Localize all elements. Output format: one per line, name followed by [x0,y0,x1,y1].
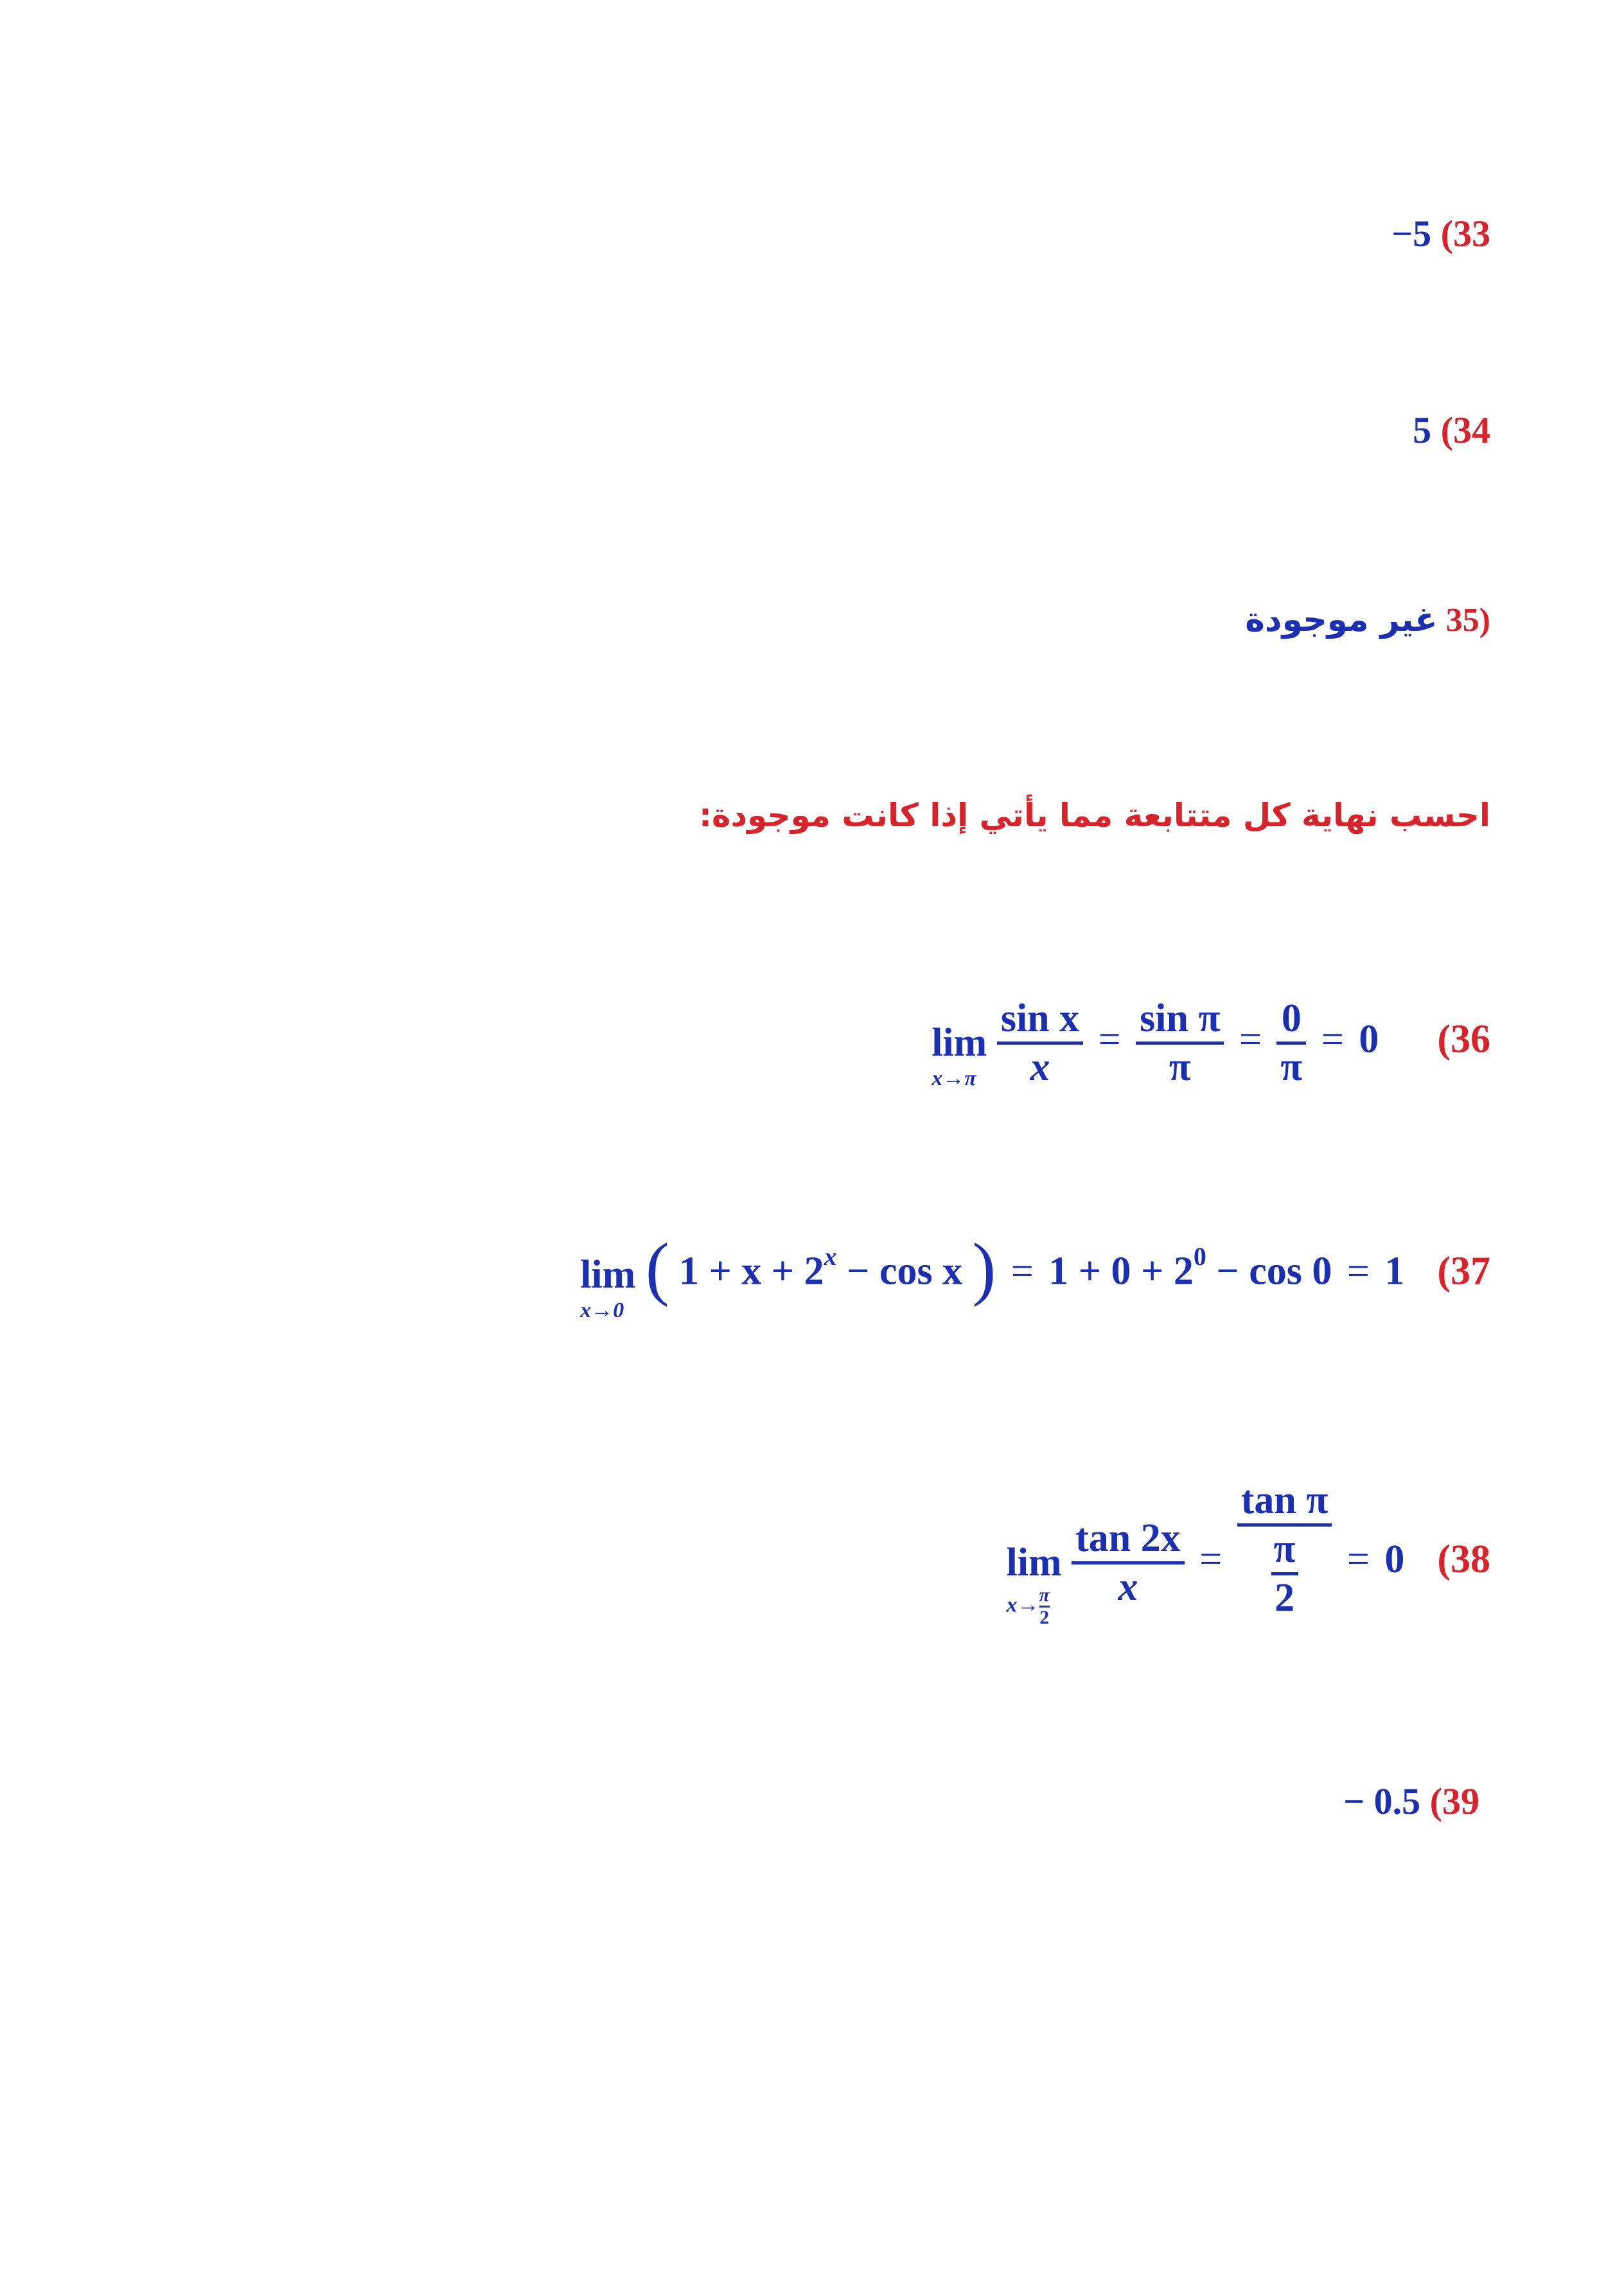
lim-label: lim [580,1252,636,1297]
fraction-numerator: sin x [997,996,1083,1045]
lim-subscript-fraction [1039,1585,1050,1628]
fraction-numerator: tan 2x [1072,1516,1185,1564]
lim-subscript: x→π [931,1067,976,1090]
item-33-answer: −5 [1391,213,1432,254]
item-33 [1391,212,1490,255]
item-38-paren: ( [1437,1537,1451,1581]
lhs-exponent: x [824,1242,837,1271]
lim-subscript-arrow: x→ [1006,1593,1039,1617]
fraction-tanpi-over-pi-half [1237,1478,1332,1621]
lim-subscript: x→0 [580,1298,624,1322]
fraction-numerator: 0 [1276,996,1306,1045]
result-value: 1 [1384,1249,1405,1293]
fraction-numerator: tan π [1237,1478,1332,1527]
item-37-paren: ( [1437,1249,1451,1293]
rhs-exponent: 0 [1193,1242,1206,1271]
equals-sign: = [1239,1017,1262,1061]
fraction-sinpi-over-pi [1136,996,1224,1090]
item-35 [1245,601,1490,639]
lim-label: lim [931,1021,987,1065]
open-paren: ( [645,1228,669,1307]
item-37 [580,1228,1490,1322]
inner-denominator: 2 [1275,1576,1295,1620]
equals-sign: = [1346,1537,1370,1581]
item-39-answer: − 0.5 [1343,1780,1421,1822]
result-value: 0 [1384,1537,1405,1581]
item-35-answer: غير موجودة [1245,601,1438,639]
result-value: 0 [1359,1017,1379,1061]
item-38 [1006,1478,1490,1629]
limit-operator [1006,1540,1062,1629]
equals-sign: = [1098,1017,1121,1061]
inner-numerator: π [1271,1527,1298,1575]
equals-sign: = [1321,1017,1344,1061]
item-34-number: 34 [1453,409,1490,451]
fraction-denominator: x [1030,1045,1050,1089]
item-36 [931,996,1490,1090]
rhs-expression: 1 + 0 + 2 [1048,1249,1194,1293]
fraction-denominator: π [1280,1045,1303,1089]
item-35-number: 35) [1445,602,1490,639]
fraction-tan2x-over-x [1072,1516,1185,1610]
item-33-number: 33 [1453,213,1490,254]
equals-sign: = [1011,1249,1034,1293]
fraction-denominator: π [1169,1045,1191,1089]
rhs-tail: − cos 0 [1206,1249,1332,1293]
fraction-sinx-over-x [997,996,1083,1090]
lim-subscript-denominator: 2 [1039,1607,1050,1629]
item-33-paren: ( [1440,213,1453,254]
lim-subscript [1007,1585,1050,1628]
lhs-tail: − cos x [836,1249,963,1293]
section-heading: احسب نهاية كل متتابعة مما يأتي إذا كانت موجودة: [699,797,1490,834]
item-39-number: 39 [1442,1780,1479,1822]
fraction-denominator: x [1118,1565,1138,1609]
fraction-denominator [1237,1527,1332,1621]
close-paren: ) [972,1228,996,1307]
item-36-paren: ( [1437,1017,1451,1061]
item-34 [1413,409,1490,452]
limit-operator [580,1252,636,1322]
item-39 [1343,1780,1479,1823]
fraction-numerator: sin π [1136,996,1224,1045]
item-36-number: 36 [1451,1017,1490,1061]
fraction-zero-over-pi [1276,996,1306,1090]
item-37-number: 37 [1451,1249,1490,1293]
equals-sign: = [1346,1249,1370,1293]
limit-operator [931,1020,987,1090]
lim-label: lim [1006,1541,1062,1585]
item-39-paren: ( [1429,1780,1442,1822]
lim-subscript-numerator: π [1039,1585,1050,1608]
lhs-expression: 1 + x + 2 [678,1249,824,1293]
item-34-paren: ( [1440,409,1453,451]
item-38-number: 38 [1451,1537,1490,1581]
equals-sign: = [1199,1537,1222,1581]
item-34-answer: 5 [1413,409,1432,451]
